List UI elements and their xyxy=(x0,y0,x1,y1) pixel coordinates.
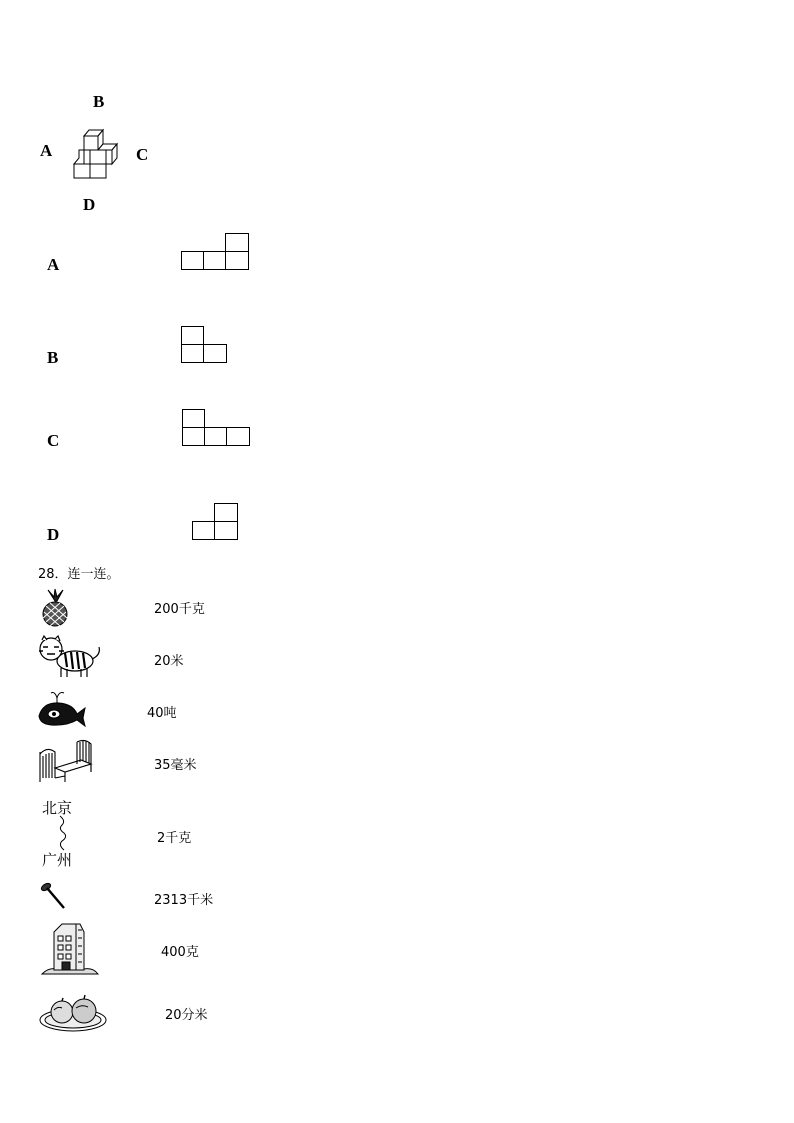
direction-label-d: D xyxy=(83,195,96,214)
question-title: 28．连一连。 xyxy=(38,567,120,582)
nail-icon xyxy=(40,882,68,912)
view-d-shape xyxy=(192,503,238,540)
direction-label-c: C xyxy=(136,145,149,164)
view-label-d: D xyxy=(47,525,60,544)
view-label-c: C xyxy=(47,431,60,450)
unit-label: 200千克 xyxy=(154,602,205,617)
building-icon xyxy=(40,922,100,976)
beijing-guangzhou-map-icon xyxy=(40,795,80,873)
view-c-shape xyxy=(182,409,250,446)
direction-label-b: B xyxy=(93,92,105,111)
unit-label: 40吨 xyxy=(147,706,177,721)
map-label-guangzhou: 广州 xyxy=(42,851,73,869)
tiger-icon xyxy=(37,635,103,679)
unit-label: 35毫米 xyxy=(154,758,197,773)
cube-stack-figure xyxy=(70,126,122,180)
map-label-beijing: 北京 xyxy=(42,799,73,817)
whale-icon xyxy=(37,690,87,728)
pineapple-icon xyxy=(38,589,72,627)
unit-label: 2313千米 xyxy=(154,893,214,908)
unit-label: 20米 xyxy=(154,654,184,669)
unit-label: 400克 xyxy=(161,945,199,960)
view-label-a: A xyxy=(47,255,60,274)
fruit-plate-icon xyxy=(38,992,108,1034)
view-a-shape xyxy=(181,233,249,270)
bed-icon xyxy=(37,738,93,784)
unit-label: 20分米 xyxy=(165,1008,208,1023)
view-b-shape xyxy=(181,326,227,363)
direction-label-a: A xyxy=(40,141,53,160)
unit-label: 2千克 xyxy=(157,831,192,846)
view-label-b: B xyxy=(47,348,59,367)
